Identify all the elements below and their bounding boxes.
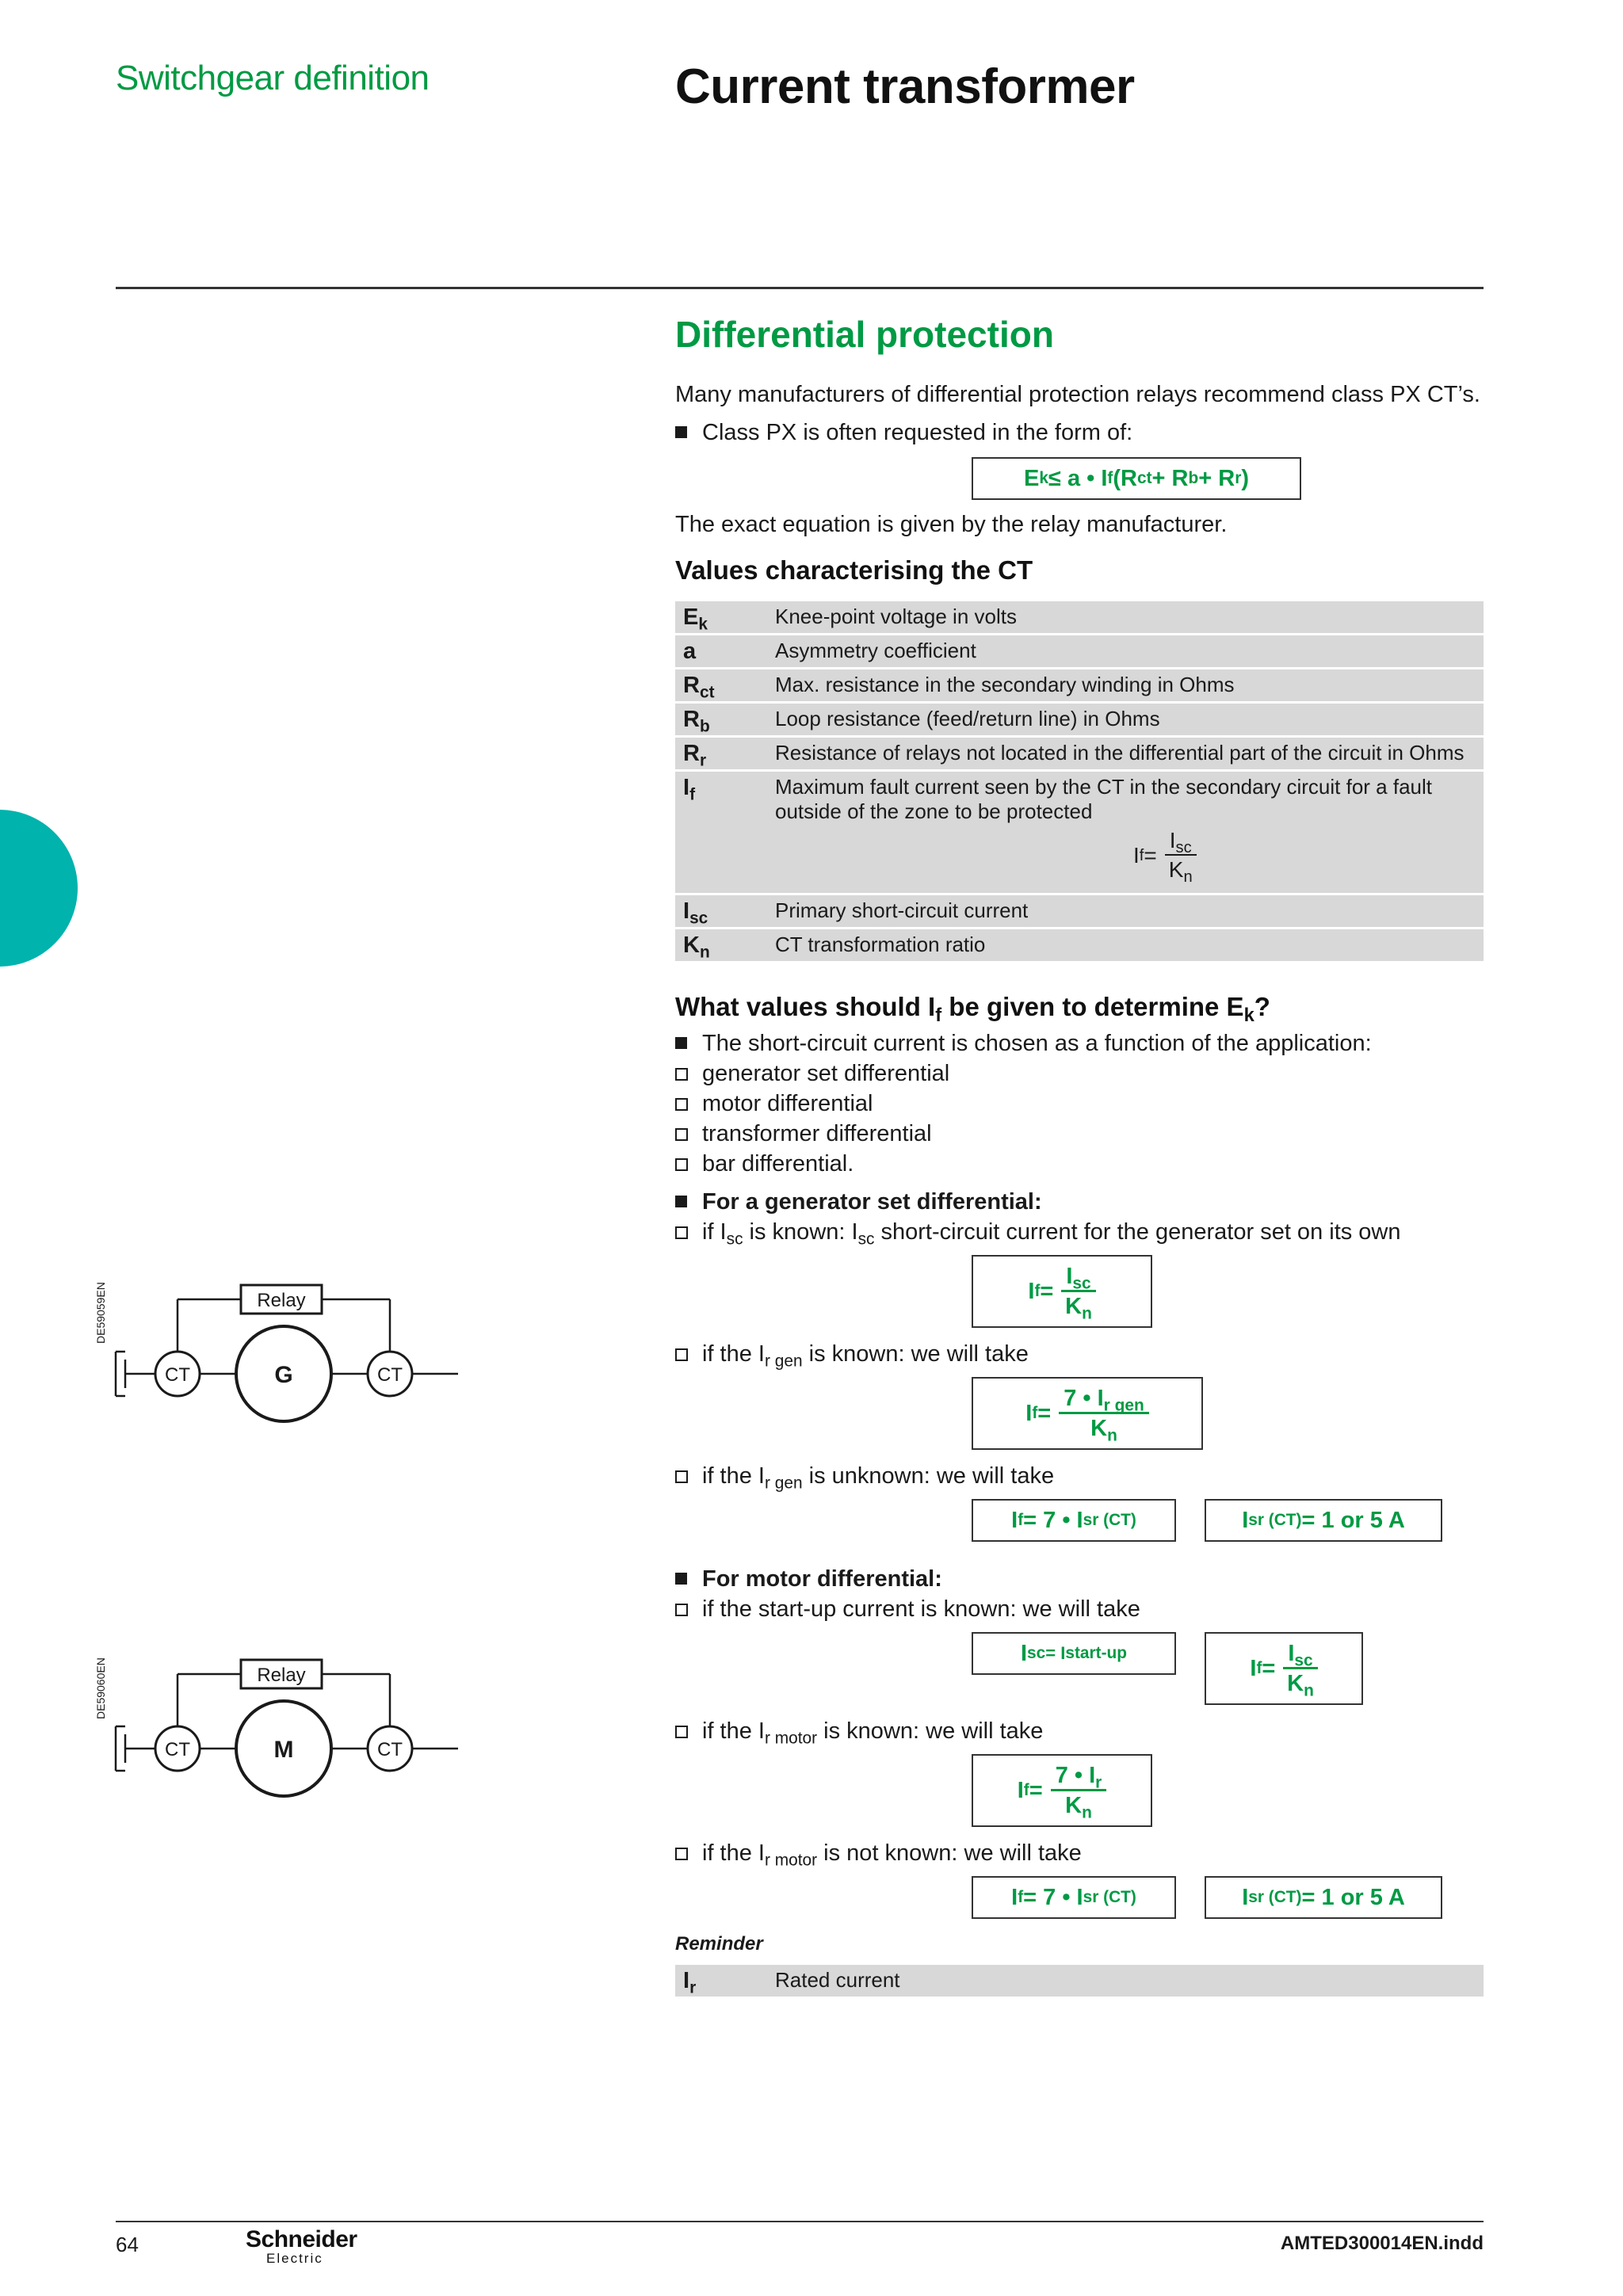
- formula-gen-isc-box: I f = $\frac{I_{sc}}{K_n}$: [972, 1255, 1152, 1328]
- formula-gen-isr-box: I sr (CT) = 1 or 5 A: [1205, 1499, 1442, 1542]
- machine-label: G: [274, 1362, 293, 1388]
- if-formula: I f = $\frac{I_{sc}}{K_n}$: [1133, 827, 1476, 884]
- relay-label: Relay: [257, 1290, 306, 1311]
- formula-ek-box: E k ≤ a • I f (R ct + R b + R r ): [972, 457, 1301, 500]
- exact-equation-text: The exact equation is given by the relay manufacturer.: [675, 512, 1228, 537]
- motor-case-3: if the $I_{r motor}$ is not known: we will take: [675, 1838, 1484, 1868]
- schneider-logo: Schneider Electric: [246, 2226, 357, 2266]
- page-title: Current transformer: [675, 59, 1135, 114]
- section-title: Differential protection: [675, 314, 1054, 355]
- formula-motor-isr-box: I sr (CT) = 1 or 5 A: [1205, 1876, 1442, 1919]
- formula-motor-isc-box: I f = $\frac{I_{sc}}{K_n}$: [1205, 1632, 1363, 1705]
- relay-label: Relay: [257, 1665, 306, 1686]
- ct-label: CT: [377, 1739, 403, 1760]
- table-row: a Asymmetry coefficient: [675, 635, 1484, 667]
- list-item: bar differential.: [675, 1149, 1484, 1179]
- formula-gen-if7-box: I f = 7 • I sr (CT): [972, 1499, 1176, 1542]
- formula-motor-ir-box: I f = $\frac{7 • I_r}{K_n}$: [972, 1754, 1152, 1827]
- ct-label: CT: [377, 1364, 403, 1386]
- generator-case-3: if the $I_{r gen}$ is unknown: we will take: [675, 1461, 1484, 1491]
- bullet-motor: For motor differential:: [675, 1564, 1484, 1594]
- table-row: $E_k$ Knee-point voltage in volts: [675, 601, 1484, 633]
- generator-case-2: if the $I_{r gen}$ is known: we will take: [675, 1339, 1484, 1369]
- reminder-label: Reminder: [675, 1933, 763, 1955]
- section-label: Switchgear definition: [116, 59, 430, 97]
- list-item: transformer differential: [675, 1119, 1484, 1149]
- question-title: What values should $I_f$ be given to determine $E_k$?: [675, 992, 1270, 1027]
- bullet-generator: For a generator set differential:: [675, 1187, 1484, 1217]
- motor-case-1: if the start-up current is known: we will take: [675, 1594, 1484, 1624]
- formula-motor-startup-box: I sc = I start-up: [972, 1632, 1176, 1675]
- table-row: $R_r$ Resistance of relays not located in the differential part of the circuit in Ohms: [675, 738, 1484, 769]
- formula-gen-irgen-box: I f = $\frac{7 • I_{r gen}}{K_n}$: [972, 1377, 1203, 1450]
- bullet-application: The short-circuit current is chosen as a function of the application:: [675, 1028, 1484, 1058]
- machine-label: M: [273, 1737, 294, 1763]
- table-row: $K_n$ CT transformation ratio: [675, 929, 1484, 961]
- table-row: $I_r$ Rated current: [675, 1965, 1484, 1997]
- intro-text: Many manufacturers of differential protection relays recommend class PX CT’s.: [675, 382, 1480, 407]
- table-row: $R_b$ Loop resistance (feed/return line) in Ohms: [675, 704, 1484, 735]
- page-number: 64: [116, 2233, 139, 2256]
- formula-motor-if7-box: I f = 7 • I sr (CT): [972, 1876, 1176, 1919]
- values-title: Values characterising the CT: [675, 555, 1033, 585]
- ct-label: CT: [165, 1739, 190, 1760]
- list-item: generator set differential: [675, 1058, 1484, 1089]
- generator-case-1: if $I_{sc}$ is known: $I_{sc}$ short-circuit current for the generator set on its own: [675, 1217, 1484, 1247]
- footer-divider: [116, 2221, 1484, 2222]
- list-item: motor differential: [675, 1089, 1484, 1119]
- motor-case-2: if the $I_{r motor}$ is known: we will take: [675, 1716, 1484, 1746]
- bullet-text: Class PX is often requested in the form of:: [702, 420, 1133, 445]
- table-row: $R_{ct}$ Max. resistance in the secondary winding in Ohms: [675, 669, 1484, 701]
- diagram-code: DE59060EN: [94, 1657, 107, 1719]
- file-name: AMTED300014EN.indd: [1280, 2233, 1484, 2254]
- table-row: $I_f$ Maximum fault current seen by the CT in the secondary circuit for a fault outside of the zone to be protected I f = $\frac{I_{sc}}{K_n}$: [675, 772, 1484, 893]
- ct-label: CT: [165, 1364, 190, 1386]
- diagram-code: DE59059EN: [94, 1282, 107, 1344]
- table-row: $I_{sc}$ Primary short-circuit current: [675, 895, 1484, 927]
